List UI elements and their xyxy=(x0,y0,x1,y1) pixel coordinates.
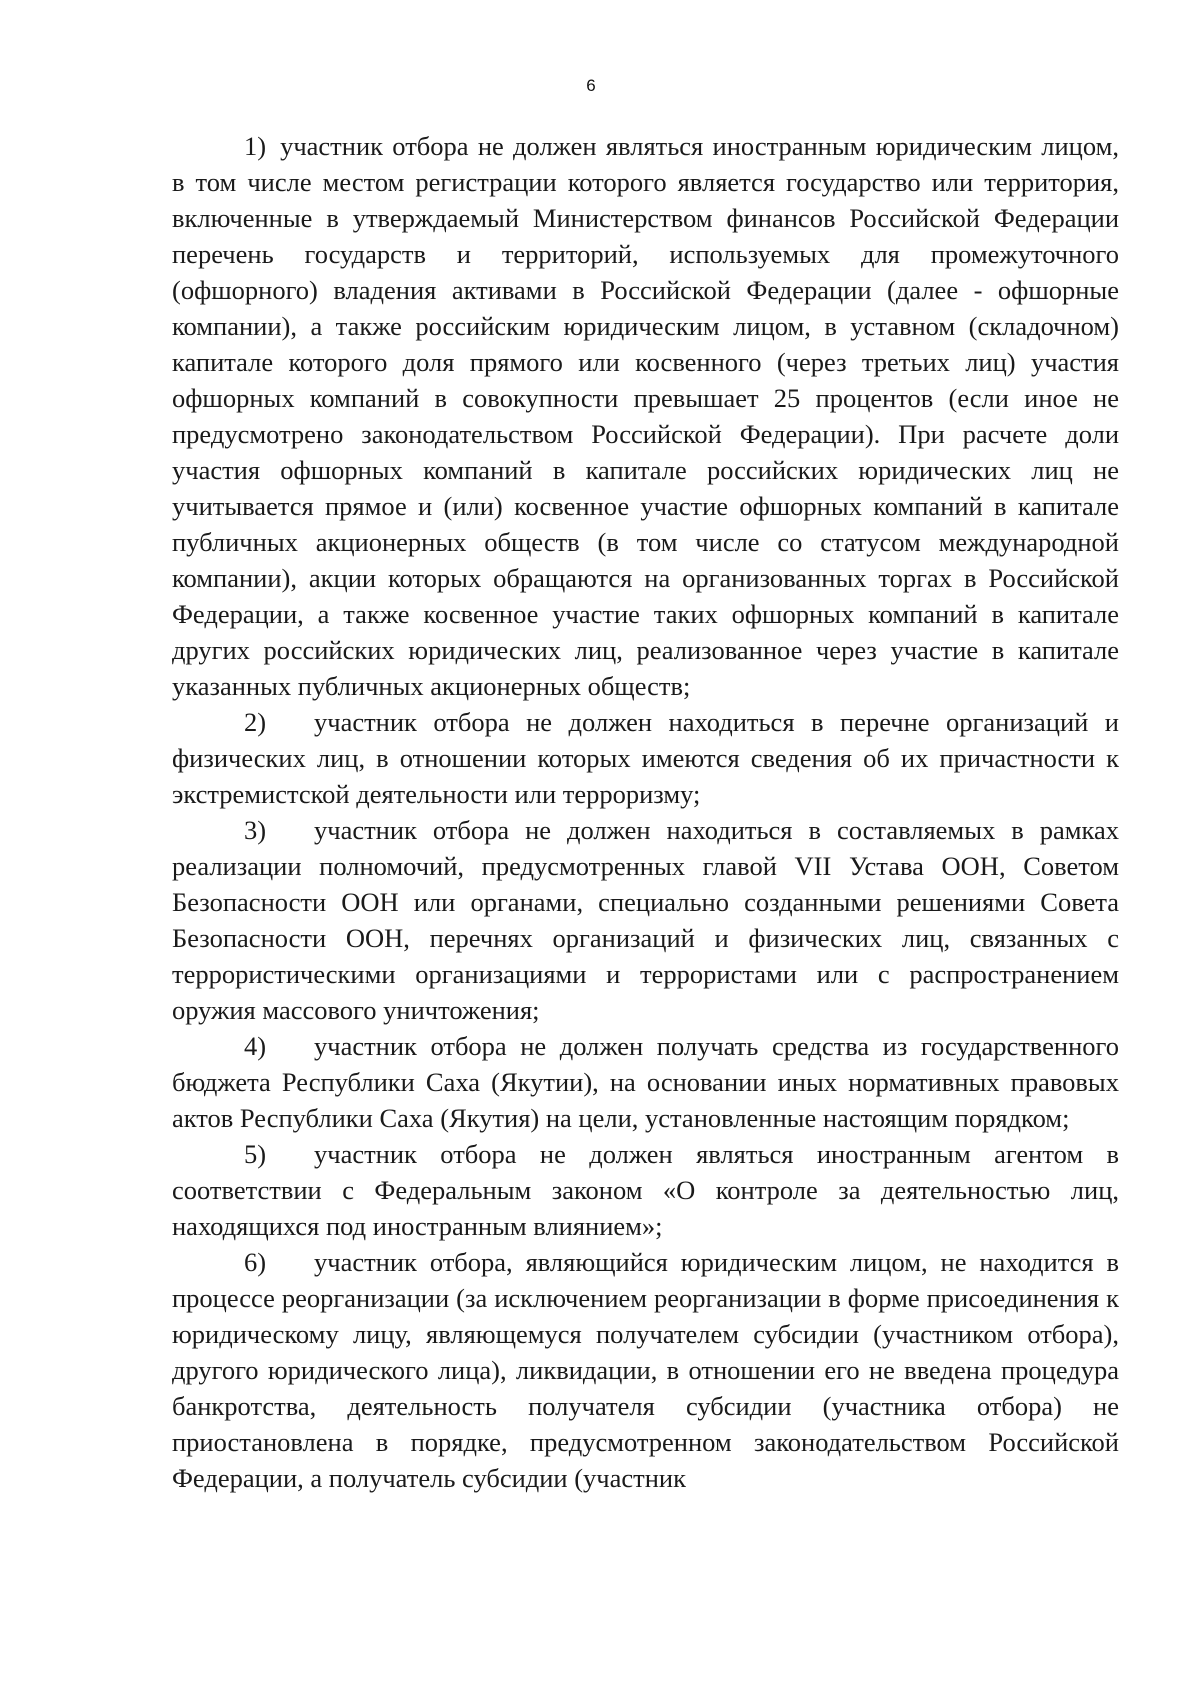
list-item-6 xyxy=(172,1244,1119,1496)
item-text: участник отбора не должен находиться в перечне организаций и физических лиц, в отношении которых имеются сведения об их причастности к экстремистской деятельности или терроризму; xyxy=(172,707,1119,809)
list-item-2 xyxy=(172,704,1119,812)
list-item-5 xyxy=(172,1136,1119,1244)
item-text: участник отбора не должен являться иностранным юридическим лицом, в том числе местом регистрации которого является государство или территория, включенные в утверждаемый Министерством финансов Российской Федерации перечень государств и территорий, используемых для промежуточного (офшорного) владения активами в Российской Федерации (далее - офшорные компании), а также российским юридическим лицом, в уставном (складочном) капитале которого доля прямого или косвенного (через третьих лиц) участия офшорных компаний в совокупности превышает 25 процентов (если иное не предусмотрено законодательством Российской Федерации). При расчете доли участия офшорных компаний в капитале российских юридических лиц не учитывается прямое и (или) косвенное участие офшорных компаний в капитале публичных акционерных обществ (в том числе со статусом международной компании), акции которых обращаются на организованных торгах в Российской Федерации, а также косвенное участие таких офшорных компаний в капитале других российских юридических лиц, реализованное через участие в капитале указанных публичных акционерных обществ; xyxy=(172,131,1119,701)
item-number: 1) xyxy=(244,131,267,161)
list-item-3 xyxy=(172,812,1119,1028)
item-text: участник отбора не должен находиться в составляемых в рамках реализации полномочий, предусмотренных главой VII Устава ООН, Советом Безопасности ООН или органами, специально созданными решениями Совета Безопасности ООН, перечнях организаций и физических лиц, связанных с террористическими организациями и террористами или с распространением оружия массового уничтожения; xyxy=(172,815,1119,1025)
list-item-4 xyxy=(172,1028,1119,1136)
item-number: 6) xyxy=(244,1247,267,1277)
item-number: 2) xyxy=(244,707,267,737)
item-number: 5) xyxy=(244,1139,267,1169)
page-number: 6 xyxy=(586,76,596,95)
item-number: 4) xyxy=(244,1031,267,1061)
item-text: участник отбора не должен получать средства из государственного бюджета Республики Саха (Якутии), на основании иных нормативных правовых актов Республики Саха (Якутия) на цели, установленные настоящим порядком; xyxy=(172,1031,1119,1133)
item-text: участник отбора не должен являться иностранным агентом в соответствии с Федеральным законом «О контроле за деятельностью лиц, находящихся под иностранным влиянием»; xyxy=(172,1139,1119,1241)
document-body xyxy=(172,128,1119,1496)
item-text: участник отбора, являющийся юридическим лицом, не находится в процессе реорганизации (за исключением реорганизации в форме присоединения к юридическому лицу, являющемуся получателем субсидии (участником отбора), другого юридического лица), ликвидации, в отношении его не введена процедура банкротства, деятельность получателя субсидии (участника отбора) не приостановлена в порядке, предусмотренном законодательством Российской Федерации, а получатель субсидии (участник xyxy=(172,1247,1119,1493)
item-number: 3) xyxy=(244,815,267,845)
list-item-1 xyxy=(172,128,1119,704)
